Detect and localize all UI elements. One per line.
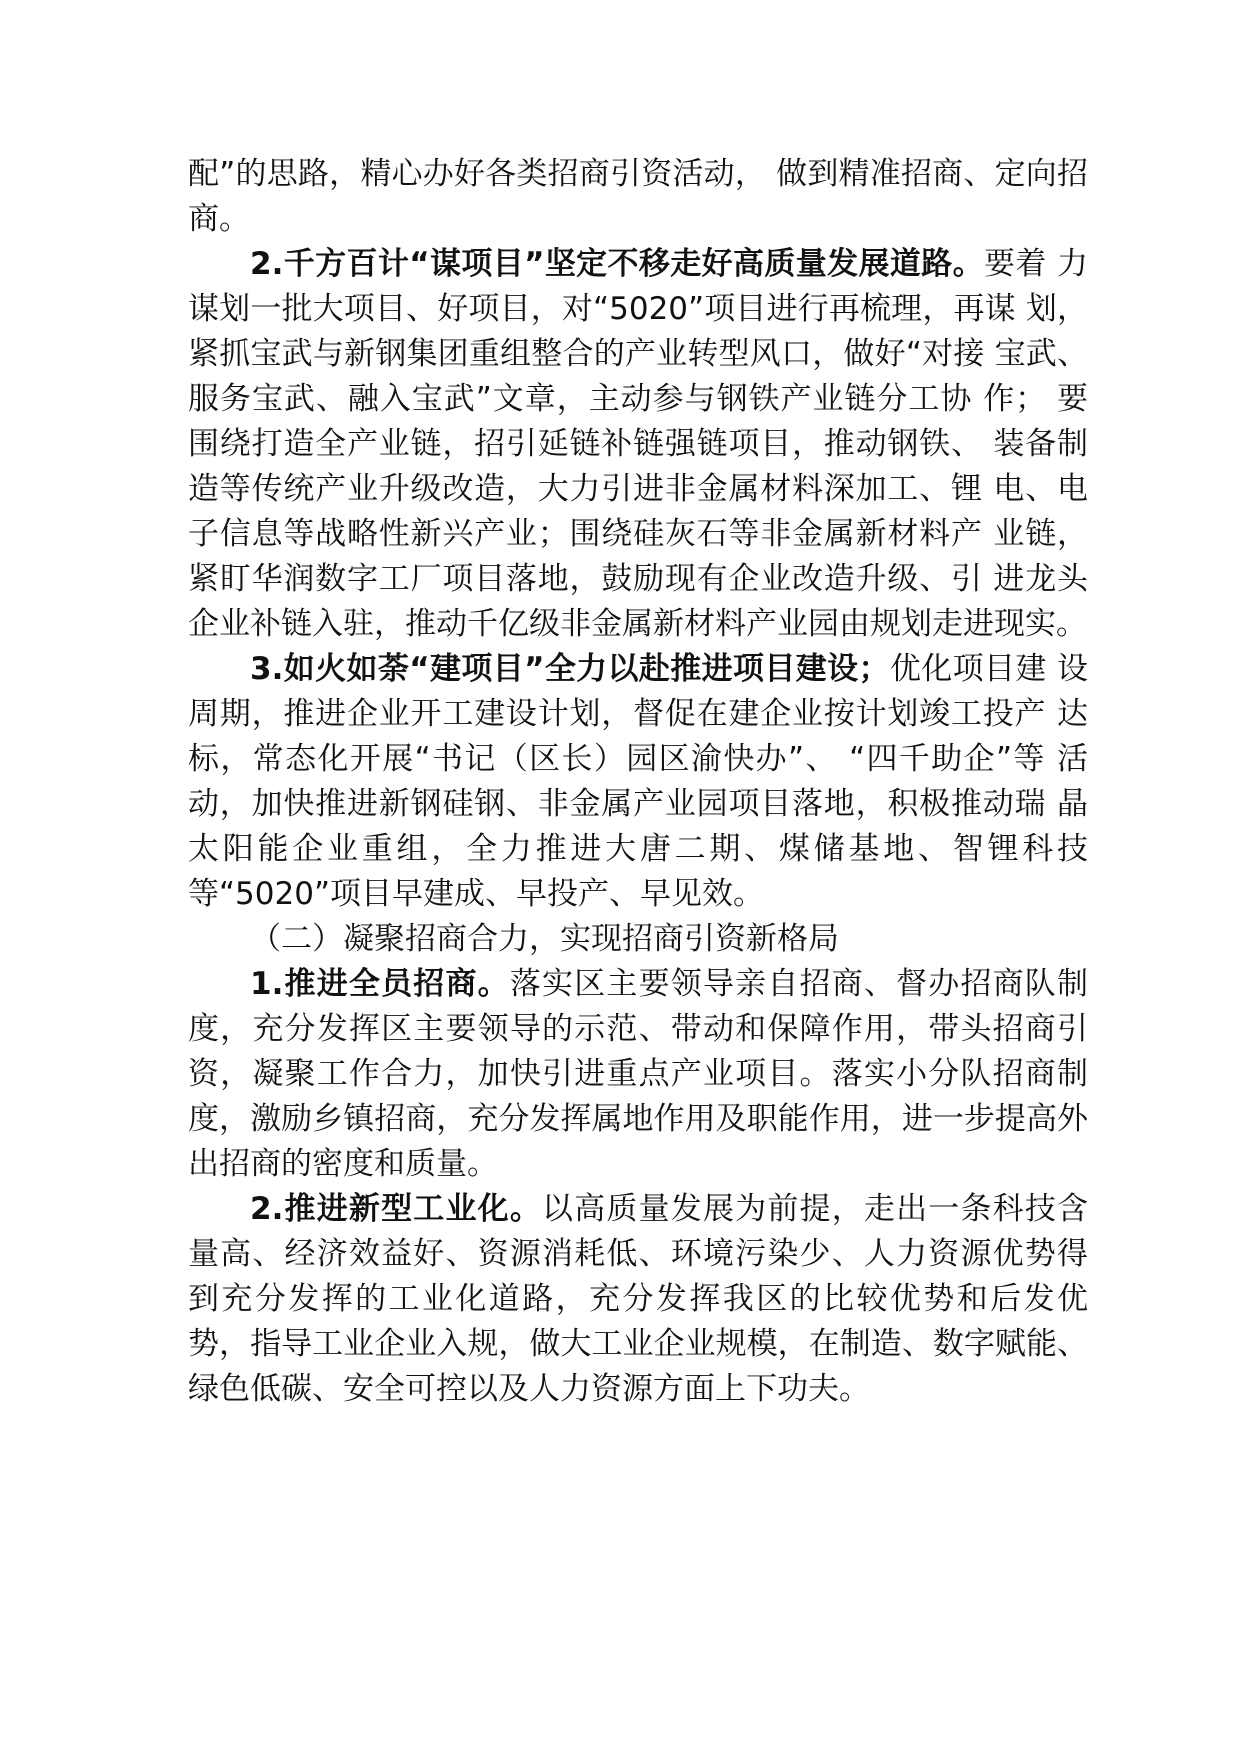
paragraph-3-lead: 3.如火如荼“建项目”全力以赴推进项目建设； [250,651,890,687]
paragraph-2-lead: 2.千方百计“谋项目”坚定不移走好高质量发展道路。 [250,246,985,282]
paragraph-3-text: 优化项目建 设周期，推进企业开工建设计划，督促在建企业按计划竣工投产 达标，常态化开展“书记（区长）园区渝快办”、 “四千助企”等 活动，加快推进新钢硅钢、非金属产业园项目落地，积极推动瑞 晶太阳能企业重组，全力推进大唐二期、煤储基地、智锂科技等“5020”项目早建成、早投产、早见效。 [188,651,1089,912]
paragraph-6 [188,1187,1088,1412]
document-page [188,152,1088,1412]
paragraph-2-text: 要着 力谋划一批大项目、好项目，对“5020”项目进行再梳理，再谋 划，紧抓宝武与新钢集团重组整合的产业转型风口，做好“对接 宝武、服务宝武、融入宝武”文章，主动参与钢铁产业链分工协 作； 要围绕打造全产业链，招引延链补链强链项目，推动钢铁、 装备制造等传统产业升级改造，大力引进非金属材料深加工、锂 电、电子信息等战略性新兴产业；围绕硅灰石等非金属新材料产 业链，紧盯华润数字工厂项目落地，鼓励现有企业改造升级、引 进龙头企业补链入驻，推动千亿级非金属新材料产业园由规划走进现实。 [188,246,1089,642]
paragraph-5 [188,962,1088,1187]
paragraph-3 [188,647,1088,917]
section-heading-2 [188,917,1088,962]
paragraph-5-lead: 1.推进全员招商。 [250,966,510,1002]
paragraph-1-text: 配”的思路，精心办好各类招商引资活动， 做到精准招商、定向招商。 [188,156,1088,237]
paragraph-6-lead: 2.推进新型工业化。 [250,1191,543,1227]
paragraph-2 [188,242,1088,647]
paragraph-1 [188,152,1088,242]
paragraph-5-text: 落实区主要领导亲自招商、督办招商队制 度，充分发挥区主要领导的示范、带动和保障作用，带头招商引 资，凝聚工作合力，加快引进重点产业项目。落实小分队招商制度，激励乡镇招商，充分发挥属地作用及职能作用，进一步提高外出招商的密度和质量。 [188,966,1088,1182]
paragraph-6-text: 以高质量发展为前提，走出一条科技含 量高、经济效益好、资源消耗低、环境污染少、人力资源优势得 到充分发挥的工业化道路，充分发挥我区的比较优势和后发优 势，指导工业企业入规，做大工业企业规模，在制造、数字赋能、绿色低碳、安全可控以及人力资源方面上下功夫。 [188,1191,1088,1407]
paragraph-4-text: （二）凝聚招商合力，实现招商引资新格局 [250,921,839,957]
